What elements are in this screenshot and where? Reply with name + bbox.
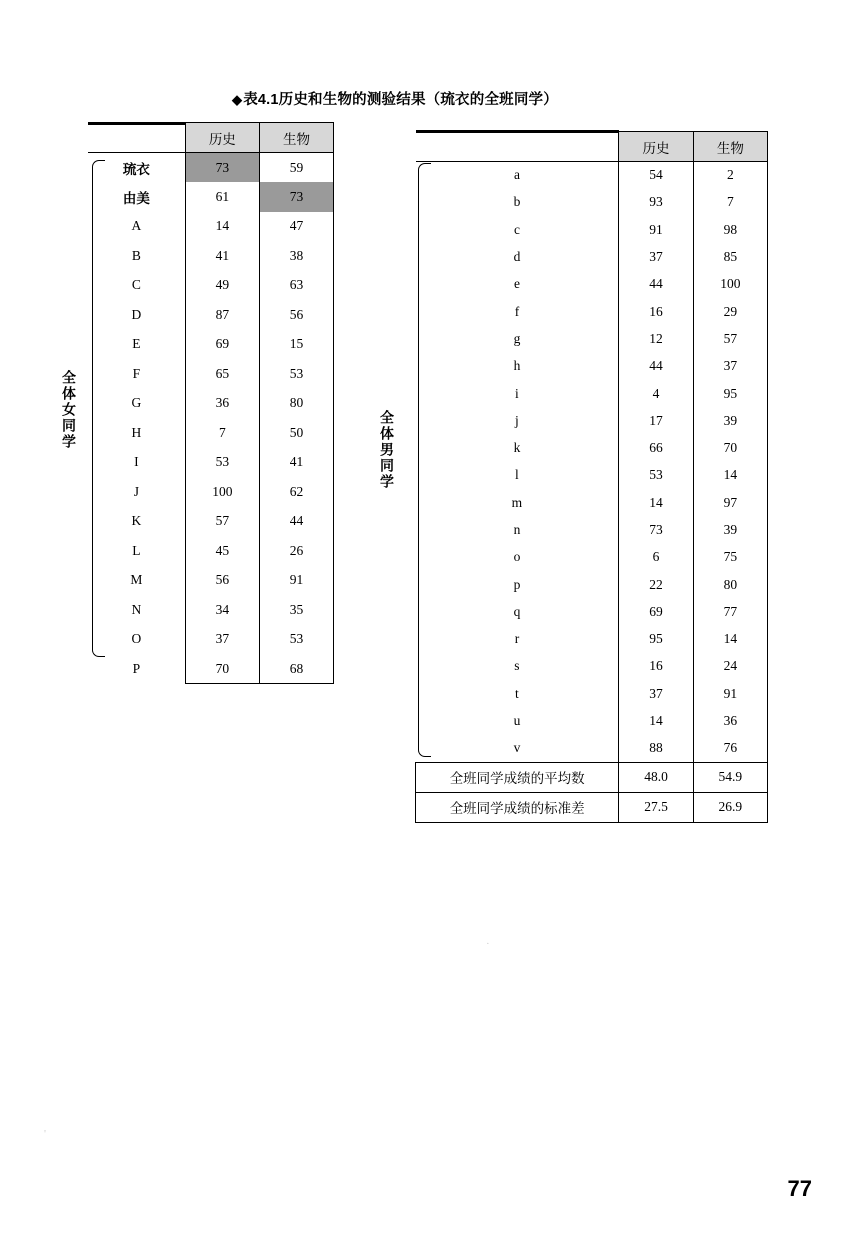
table-row bbox=[88, 448, 334, 478]
biology-score: 100 bbox=[693, 271, 767, 298]
female-header-row bbox=[88, 123, 334, 153]
student-name: e bbox=[513, 276, 520, 292]
student-name: A bbox=[131, 218, 142, 234]
table-row bbox=[88, 182, 334, 212]
history-score: 91 bbox=[619, 216, 693, 243]
male-header-row bbox=[416, 132, 768, 162]
biology-score: 39 bbox=[693, 407, 767, 434]
biology-score: 41 bbox=[259, 448, 333, 478]
male-header-biology: 生物 bbox=[693, 132, 767, 162]
biology-score: 15 bbox=[259, 330, 333, 360]
scan-speck: · bbox=[486, 938, 490, 950]
student-name: u bbox=[513, 713, 521, 729]
student-name: G bbox=[131, 395, 142, 411]
biology-score: 36 bbox=[693, 707, 767, 734]
student-name: b bbox=[513, 194, 521, 210]
table-row bbox=[416, 243, 768, 270]
biology-score: 62 bbox=[259, 477, 333, 507]
table-row bbox=[416, 571, 768, 598]
summary-label-sd: 全班同学成绩的标准差 bbox=[416, 792, 619, 822]
student-name: s bbox=[514, 658, 520, 674]
biology-score: 57 bbox=[693, 325, 767, 352]
male-table bbox=[415, 130, 768, 823]
history-score: 70 bbox=[185, 654, 259, 684]
biology-score: 53 bbox=[259, 359, 333, 389]
biology-score: 91 bbox=[693, 680, 767, 707]
table-row bbox=[88, 625, 334, 655]
male-header-history: 历史 bbox=[619, 132, 693, 162]
student-name: k bbox=[513, 440, 521, 456]
history-score: 44 bbox=[619, 271, 693, 298]
biology-score: 39 bbox=[693, 516, 767, 543]
summary-biology-mean: 54.9 bbox=[693, 762, 767, 792]
student-name: m bbox=[511, 494, 523, 510]
summary-row bbox=[416, 762, 768, 792]
biology-score: 2 bbox=[693, 162, 767, 189]
student-name: c bbox=[513, 221, 520, 237]
history-score: 12 bbox=[619, 325, 693, 352]
biology-score: 95 bbox=[693, 380, 767, 407]
student-name: i bbox=[515, 385, 519, 401]
scan-speck: ' bbox=[44, 1128, 46, 1140]
biology-score: 50 bbox=[259, 418, 333, 448]
table-row bbox=[88, 153, 334, 183]
student-name: O bbox=[131, 631, 142, 647]
history-score: 37 bbox=[619, 680, 693, 707]
student-name: d bbox=[513, 249, 521, 265]
history-score: 93 bbox=[619, 189, 693, 216]
male-group-label: 全体男同学 bbox=[379, 410, 395, 490]
table-row bbox=[88, 300, 334, 330]
student-name: r bbox=[514, 631, 520, 647]
table-row bbox=[88, 507, 334, 537]
table-row bbox=[416, 434, 768, 461]
table-row bbox=[416, 298, 768, 325]
history-score: 6 bbox=[619, 544, 693, 571]
history-score: 37 bbox=[185, 625, 259, 655]
student-name: E bbox=[132, 336, 141, 352]
biology-score: 26 bbox=[259, 536, 333, 566]
biology-score: 35 bbox=[259, 595, 333, 625]
table-row bbox=[416, 216, 768, 243]
history-score: 73 bbox=[619, 516, 693, 543]
student-name: a bbox=[513, 167, 520, 183]
biology-score: 97 bbox=[693, 489, 767, 516]
table-row bbox=[416, 462, 768, 489]
female-header-biology: 生物 bbox=[259, 123, 333, 153]
student-name: q bbox=[513, 603, 521, 619]
summary-history-mean: 48.0 bbox=[619, 762, 693, 792]
history-score: 4 bbox=[619, 380, 693, 407]
history-score: 36 bbox=[185, 389, 259, 419]
male-students-table bbox=[415, 130, 768, 823]
biology-score: 91 bbox=[259, 566, 333, 596]
biology-score: 56 bbox=[259, 300, 333, 330]
history-score: 87 bbox=[185, 300, 259, 330]
biology-score: 73 bbox=[259, 182, 333, 212]
table-row bbox=[416, 325, 768, 352]
table-row bbox=[416, 653, 768, 680]
table-row bbox=[416, 353, 768, 380]
student-name: l bbox=[515, 467, 519, 483]
student-name: j bbox=[515, 412, 519, 428]
student-name: M bbox=[130, 572, 143, 588]
summary-history-sd: 27.5 bbox=[619, 792, 693, 822]
biology-score: 37 bbox=[693, 353, 767, 380]
biology-score: 44 bbox=[259, 507, 333, 537]
student-name: 琉衣 bbox=[122, 161, 150, 177]
history-score: 22 bbox=[619, 571, 693, 598]
table-row bbox=[88, 359, 334, 389]
table-row bbox=[88, 330, 334, 360]
student-name: P bbox=[132, 660, 141, 676]
female-header-name bbox=[88, 123, 185, 153]
table-row bbox=[416, 544, 768, 571]
table-row bbox=[416, 735, 768, 762]
student-name: n bbox=[513, 522, 521, 537]
biology-score: 80 bbox=[259, 389, 333, 419]
student-name: B bbox=[131, 247, 141, 263]
history-score: 7 bbox=[185, 418, 259, 448]
table-caption bbox=[232, 88, 558, 109]
biology-score: 38 bbox=[259, 241, 333, 271]
history-score: 37 bbox=[619, 243, 693, 270]
table-row bbox=[88, 241, 334, 271]
male-table-body bbox=[416, 162, 768, 823]
student-name: L bbox=[132, 542, 141, 558]
history-score: 49 bbox=[185, 271, 259, 301]
female-table-head bbox=[88, 123, 334, 153]
summary-row bbox=[416, 792, 768, 822]
student-name: h bbox=[513, 358, 521, 374]
history-score: 57 bbox=[185, 507, 259, 537]
history-score: 16 bbox=[619, 653, 693, 680]
history-score: 69 bbox=[619, 598, 693, 625]
history-score: 95 bbox=[619, 626, 693, 653]
history-score: 73 bbox=[185, 153, 259, 183]
history-score: 53 bbox=[185, 448, 259, 478]
biology-score: 63 bbox=[259, 271, 333, 301]
page-number: 77 bbox=[787, 1176, 812, 1201]
table-row bbox=[416, 271, 768, 298]
table-row bbox=[88, 477, 334, 507]
history-score: 44 bbox=[619, 353, 693, 380]
table-row bbox=[88, 418, 334, 448]
student-name: F bbox=[132, 365, 141, 381]
student-name: C bbox=[131, 277, 141, 293]
history-score: 14 bbox=[619, 707, 693, 734]
table-row bbox=[416, 707, 768, 734]
student-name: o bbox=[513, 549, 521, 565]
table-row bbox=[88, 566, 334, 596]
student-name: t bbox=[515, 685, 519, 701]
female-table bbox=[88, 122, 334, 684]
biology-score: 77 bbox=[693, 598, 767, 625]
history-score: 34 bbox=[185, 595, 259, 625]
student-name: g bbox=[513, 330, 521, 346]
student-name: D bbox=[131, 306, 142, 322]
table-row bbox=[88, 536, 334, 566]
biology-score: 59 bbox=[259, 153, 333, 183]
biology-score: 75 bbox=[693, 544, 767, 571]
table-row bbox=[416, 626, 768, 653]
history-score: 69 bbox=[185, 330, 259, 360]
biology-score: 7 bbox=[693, 189, 767, 216]
history-score: 56 bbox=[185, 566, 259, 596]
table-row bbox=[88, 654, 334, 684]
history-score: 45 bbox=[185, 536, 259, 566]
history-score: 54 bbox=[619, 162, 693, 189]
female-header-history: 历史 bbox=[185, 123, 259, 153]
biology-score: 76 bbox=[693, 735, 767, 762]
history-score: 61 bbox=[185, 182, 259, 212]
summary-label-mean: 全班同学成绩的平均数 bbox=[416, 762, 619, 792]
history-score: 14 bbox=[619, 489, 693, 516]
biology-score: 24 bbox=[693, 653, 767, 680]
summary-biology-sd: 26.9 bbox=[693, 792, 767, 822]
student-name: 由美 bbox=[122, 190, 150, 206]
history-score: 65 bbox=[185, 359, 259, 389]
table-row bbox=[88, 271, 334, 301]
female-group-brace bbox=[92, 160, 105, 657]
table-row bbox=[416, 380, 768, 407]
student-name: H bbox=[131, 424, 142, 440]
history-score: 41 bbox=[185, 241, 259, 271]
caption-text: 表4.1历史和生物的测验结果（琉衣的全班同学） bbox=[243, 92, 558, 108]
history-score: 100 bbox=[185, 477, 259, 507]
biology-score: 68 bbox=[259, 654, 333, 684]
history-score: 14 bbox=[185, 212, 259, 242]
student-name: J bbox=[133, 483, 139, 499]
table-row bbox=[416, 407, 768, 434]
table-row bbox=[416, 189, 768, 216]
table-row bbox=[88, 389, 334, 419]
biology-score: 80 bbox=[693, 571, 767, 598]
biology-score: 47 bbox=[259, 212, 333, 242]
table-row bbox=[416, 516, 768, 543]
biology-score: 70 bbox=[693, 434, 767, 461]
biology-score: 29 bbox=[693, 298, 767, 325]
biology-score: 98 bbox=[693, 216, 767, 243]
female-group-label: 全体女同学 bbox=[61, 370, 77, 450]
table-row bbox=[416, 489, 768, 516]
biology-score: 53 bbox=[259, 625, 333, 655]
table-row bbox=[88, 212, 334, 242]
table-row bbox=[416, 598, 768, 625]
history-score: 17 bbox=[619, 407, 693, 434]
history-score: 66 bbox=[619, 434, 693, 461]
biology-score: 14 bbox=[693, 462, 767, 489]
student-name: v bbox=[416, 735, 619, 762]
biology-score: 14 bbox=[693, 626, 767, 653]
student-name: I bbox=[134, 454, 139, 470]
history-score: 53 bbox=[619, 462, 693, 489]
table-row bbox=[416, 162, 768, 189]
diamond-icon: ◆ bbox=[232, 92, 243, 107]
female-table-body bbox=[88, 153, 334, 684]
history-score: 88 bbox=[619, 735, 693, 762]
student-name: N bbox=[131, 601, 142, 617]
female-students-table bbox=[88, 122, 334, 684]
table-row bbox=[88, 595, 334, 625]
student-name: f bbox=[514, 303, 520, 319]
table-row bbox=[416, 680, 768, 707]
male-group-brace bbox=[418, 163, 431, 757]
male-table-head bbox=[416, 132, 768, 162]
history-score: 16 bbox=[619, 298, 693, 325]
student-name: p bbox=[513, 576, 521, 592]
student-name: K bbox=[131, 513, 142, 529]
female-table-top-rule bbox=[88, 122, 186, 125]
biology-score: 85 bbox=[693, 243, 767, 270]
male-header-name bbox=[416, 132, 619, 162]
